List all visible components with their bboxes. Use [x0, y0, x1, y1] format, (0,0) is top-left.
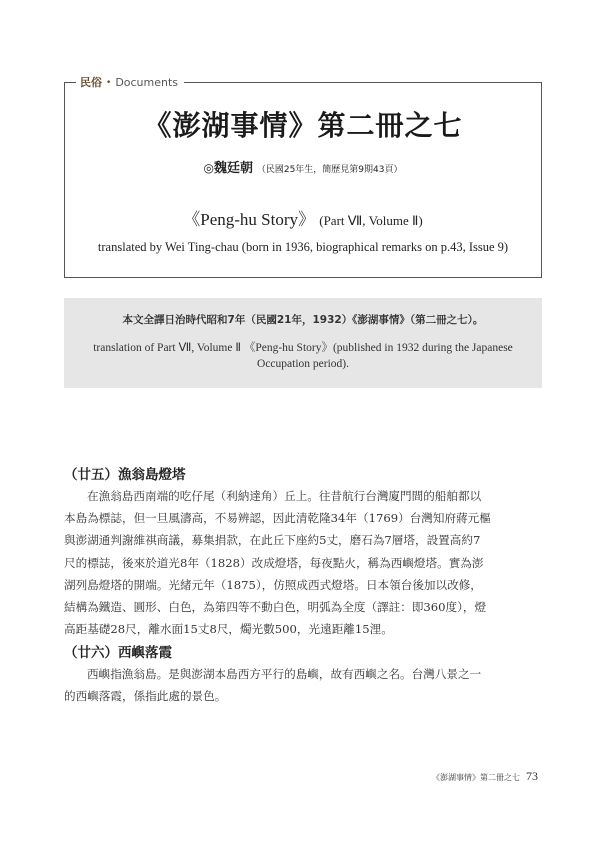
summary-box	[64, 298, 542, 388]
section-dot: •	[106, 78, 112, 88]
author-mark: ◎	[203, 161, 214, 175]
section-label-zh: 民俗	[80, 76, 102, 89]
summary-en: translation of Part Ⅶ, Volume Ⅱ 《Peng-hu Story》(published in 1932 during the Japanese Occupation period).	[93, 342, 513, 370]
author-line-zh	[64, 157, 542, 176]
body-line: 本島為標誌，但一旦風濤高，不易辨認，因此清乾隆34年（1769）台灣知府蔣元樞	[64, 511, 491, 526]
page-title-en	[64, 205, 542, 230]
body-line: 與澎湖通判謝維祺商議，募集捐款，在此丘下座約5丈，磨石為7層塔，設置高約7	[64, 533, 481, 548]
page-number: 73	[526, 769, 538, 783]
page-title-zh: 《澎湖事情》第二冊之七	[143, 109, 463, 142]
body-line: 湖列島燈塔的開端。光緒元年（1875），仿照成西式燈塔。日本領台後加以改修，	[64, 577, 482, 592]
section-tag	[76, 76, 184, 90]
body-line: 尺的標誌，後來於道光8年（1828）改成燈塔，每夜點火，稱為西嶼燈塔。實為澎	[64, 555, 484, 570]
section-heading-26: （廿六）西嶼落霞	[64, 645, 172, 661]
body-line: 結構為鐵造、圓形、白色，為第四等不動白色，明弧為全度（譯註：即360度），燈	[64, 600, 487, 615]
section-label-en: Documents	[115, 76, 179, 89]
running-title: 《澎湖事情》第二冊之七	[432, 773, 520, 782]
page-footer	[432, 769, 538, 784]
section-heading-25: （廿五）漁翁島燈塔	[64, 467, 186, 483]
body-line: 西嶼指漁翁島。是與澎湖本島西方平行的島嶼，故有西嶼之名。台灣八景之一	[87, 667, 482, 681]
body-line: 高距基礎28尺，離水面15丈8尺，燭光數500，光遠距離15浬。	[64, 622, 393, 637]
title-en-main: 《Peng-hu Story》	[183, 210, 315, 229]
summary-zh: 本文全譯日治時代昭和7年（民國21年，1932）《澎湖事情》（第二冊之七）。	[122, 314, 484, 326]
section-body-25	[64, 485, 542, 640]
title-en-part: (Part Ⅶ, Volume Ⅱ)	[319, 213, 423, 228]
author-name: 魏廷朝	[214, 161, 254, 176]
section-body-26	[64, 663, 542, 707]
body-line: 在漁翁島西南端的吃仔尾（利納達角）丘上。往昔航行台灣廈門間的船舶都以	[87, 489, 482, 503]
translator-line: translated by Wei Ting-chau (born in 1936, biographical remarks on p.43, Issue 9)	[97, 240, 509, 254]
author-note: （民國25年生，簡歷見第9期43頁）	[256, 165, 403, 175]
body-line: 的西嶼落霞，係指此處的景色。	[64, 689, 227, 704]
